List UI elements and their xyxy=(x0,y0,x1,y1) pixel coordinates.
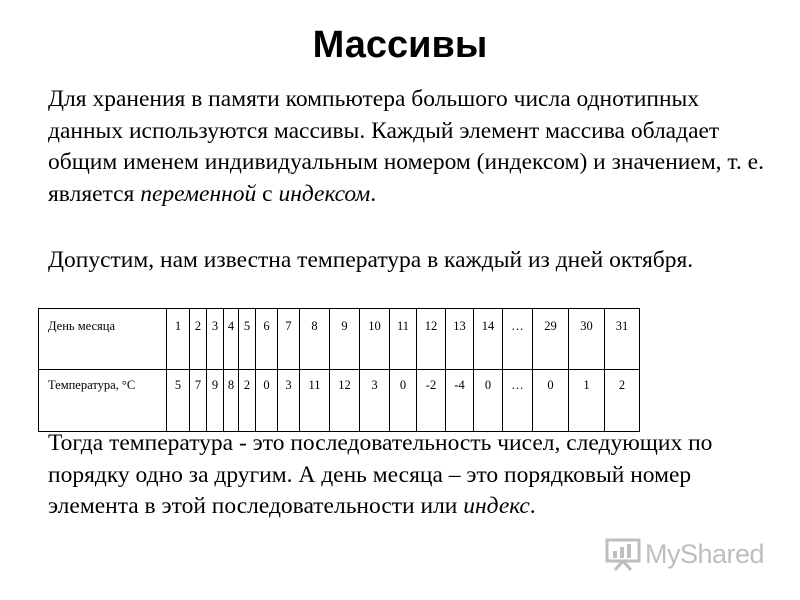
outro-paragraph xyxy=(48,428,768,523)
temperature-cell: 3 xyxy=(278,370,300,432)
day-cell: 13 xyxy=(446,309,474,370)
day-cell: … xyxy=(503,309,533,370)
outro-period: . xyxy=(529,493,536,519)
italic-term-index: индексом xyxy=(278,180,371,207)
slide-title: Массивы xyxy=(312,24,488,66)
intro-period: . xyxy=(370,180,377,207)
day-cell: 30 xyxy=(569,309,605,370)
temperature-cell: 9 xyxy=(207,370,224,432)
presentation-board-icon xyxy=(605,537,641,571)
temperature-cell: 3 xyxy=(360,370,390,432)
day-label-cell: День месяца xyxy=(39,309,167,370)
table-row-temperatures xyxy=(39,370,640,432)
temperature-cell: 7 xyxy=(190,370,207,432)
temperature-cell: 0 xyxy=(474,370,503,432)
temperature-cell: 8 xyxy=(224,370,239,432)
day-cell: 29 xyxy=(533,309,569,370)
day-cell: 7 xyxy=(278,309,300,370)
intro-connector: с xyxy=(256,180,279,207)
italic-term-index-final: индекс xyxy=(463,493,530,519)
temperature-cell: 0 xyxy=(256,370,278,432)
temperature-cell: 12 xyxy=(330,370,360,432)
day-cell: 14 xyxy=(474,309,503,370)
intro-paragraph xyxy=(48,84,768,210)
temperature-cell: 1 xyxy=(569,370,605,432)
temperature-cell: … xyxy=(503,370,533,432)
outro-text: Тогда температура - это последовательность чисел, следующих по порядку одно за другим. А день месяца – это порядковый номер элемента в этой последовательности или xyxy=(48,430,713,519)
day-cell: 2 xyxy=(190,309,207,370)
day-cell: 1 xyxy=(167,309,190,370)
temperature-cell: 0 xyxy=(533,370,569,432)
day-cell: 4 xyxy=(224,309,239,370)
day-cell: 31 xyxy=(605,309,640,370)
temperature-label-cell: Температура, °С xyxy=(39,370,167,432)
watermark-text: MyShared xyxy=(645,538,765,569)
temperature-cell: 2 xyxy=(605,370,640,432)
day-cell: 11 xyxy=(390,309,417,370)
day-cell: 10 xyxy=(360,309,390,370)
day-cell: 9 xyxy=(330,309,360,370)
day-cell: 8 xyxy=(300,309,330,370)
intro-text: Для хранения в памяти компьютера большого числа однотипных данных используются массивы. Каждый элемент массива обладает общим именем индивидуальным номером (индексом) и значением, т. е. является xyxy=(48,86,764,207)
day-cell: 6 xyxy=(256,309,278,370)
day-cell: 12 xyxy=(417,309,446,370)
watermark-logo xyxy=(605,536,764,572)
day-cell: 3 xyxy=(207,309,224,370)
temperature-cell: 11 xyxy=(300,370,330,432)
table-row-days xyxy=(39,309,640,370)
day-cell: 5 xyxy=(239,309,256,370)
temperature-table xyxy=(38,308,640,432)
temperature-cell: 0 xyxy=(390,370,417,432)
temperature-cell: -4 xyxy=(446,370,474,432)
temperature-cell: -2 xyxy=(417,370,446,432)
temperature-cell: 2 xyxy=(239,370,256,432)
example-paragraph: Допустим, нам известна температура в каждый из дней октября. xyxy=(48,247,694,273)
temperature-cell: 5 xyxy=(167,370,190,432)
italic-term-variable: переменной xyxy=(140,180,257,207)
